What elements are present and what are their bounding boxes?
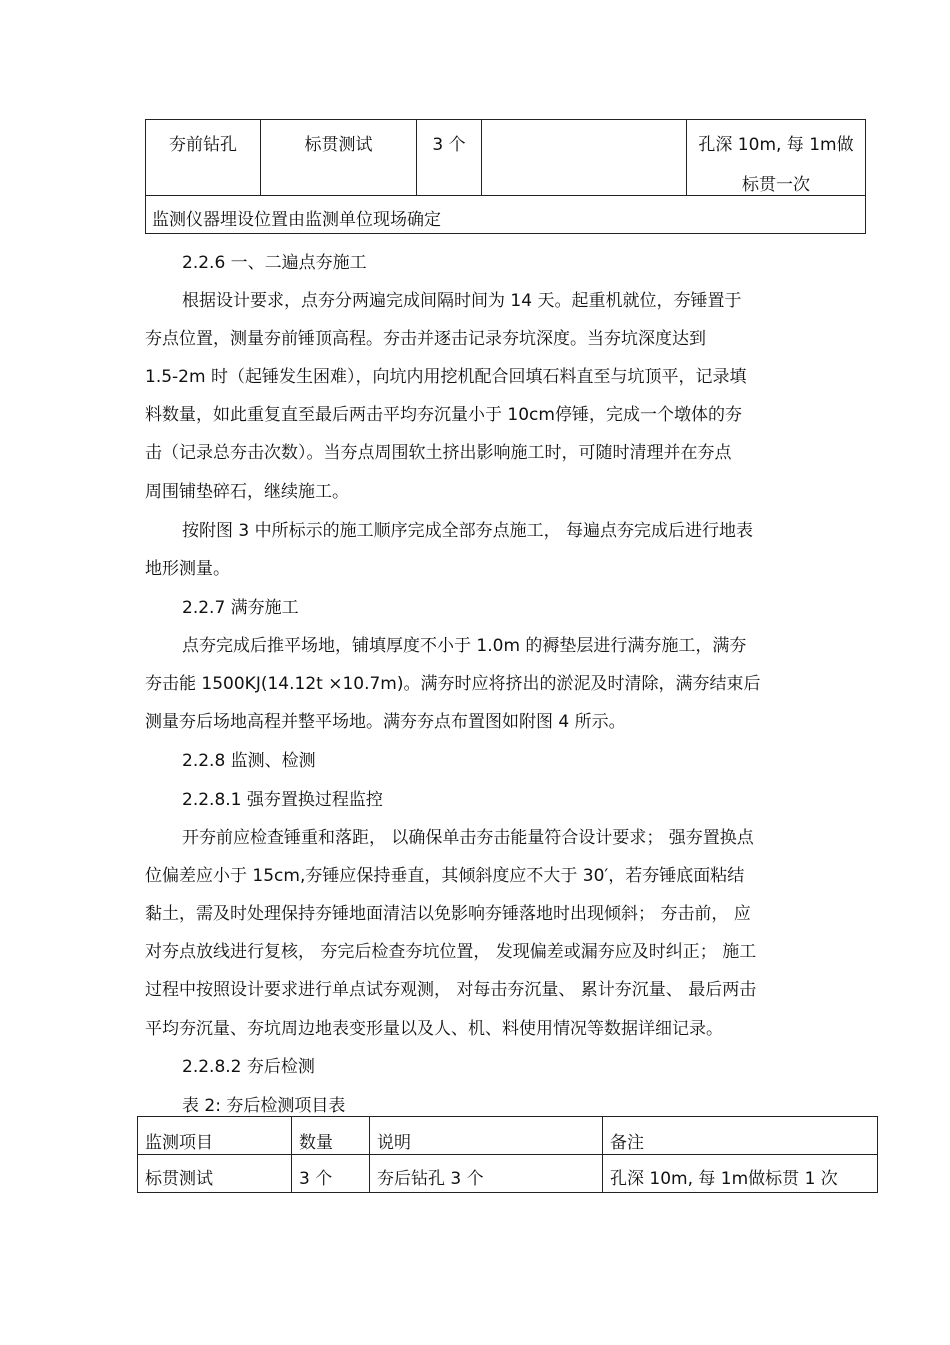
table-cell	[687, 120, 866, 196]
paragraph-line: 根据设计要求，点夯分两遍完成间隔时间为 14 天。起重机就位，夯锤置于	[182, 291, 742, 311]
paragraph-line: 周围铺垫碎石，继续施工。	[145, 482, 349, 502]
table-cell	[482, 120, 687, 196]
cell-text: 监测项目	[145, 1133, 213, 1153]
table-cell	[417, 120, 482, 196]
section-heading-2-2-8: 2.2.8 监测、检测	[182, 751, 316, 771]
table-caption: 表 2: 夯后检测项目表	[182, 1096, 346, 1116]
table-1	[145, 119, 866, 234]
paragraph-line: 对夯点放线进行复核， 夯完后检查夯坑位置， 发现偏差或漏夯应及时纠正； 施工	[145, 942, 757, 962]
table-cell	[370, 1155, 603, 1193]
section-heading-2-2-6: 2.2.6 一、二遍点夯施工	[182, 253, 367, 273]
table-header-cell	[292, 1117, 370, 1155]
paragraph-line: 开夯前应检查锤重和落距， 以确保单击夯击能量符合设计要求； 强夯置换点	[182, 828, 754, 848]
section-heading-2-2-7: 2.2.7 满夯施工	[182, 598, 299, 618]
table-2	[137, 1116, 878, 1193]
table-cell	[146, 120, 261, 196]
cell-text: 孔深 10m, 每 1m做标贯 1 次	[610, 1169, 838, 1189]
section-heading-2-2-8-2: 2.2.8.2 夯后检测	[182, 1057, 315, 1077]
cell-text: 夯前钻孔	[169, 135, 237, 155]
paragraph-line: 地形测量。	[145, 559, 230, 579]
section-heading-2-2-8-1: 2.2.8.1 强夯置换过程监控	[182, 790, 383, 810]
cell-text: 标贯测试	[145, 1169, 213, 1189]
cell-text: 孔深 10m, 每 1m做	[698, 135, 854, 155]
paragraph-line: 测量夯后场地高程并整平场地。满夯夯点布置图如附图 4 所示。	[145, 712, 626, 732]
cell-text: 标贯测试	[304, 135, 373, 155]
paragraph-line: 1.5-2m 时（起锤发生困难），向坑内用挖机配合回填石料直至与坑顶平，记录填	[145, 367, 747, 387]
table-cell	[138, 1155, 292, 1193]
table-note: 监测仪器埋设位置由监测单位现场确定	[152, 210, 441, 230]
table-cell	[146, 196, 866, 234]
table-cell	[292, 1155, 370, 1193]
table-header-cell	[603, 1117, 878, 1155]
paragraph-line: 过程中按照设计要求进行单点试夯观测， 对每击夯沉量、 累计夯沉量、 最后两击	[145, 980, 757, 1000]
table-header-cell	[138, 1117, 292, 1155]
table-header-cell	[370, 1117, 603, 1155]
paragraph-line: 夯点位置，测量夯前锤顶高程。夯击并逐击记录夯坑深度。当夯坑深度达到	[145, 329, 706, 349]
table-row	[138, 1155, 878, 1193]
paragraph-line: 位偏差应小于 15cm,夯锤应保持垂直，其倾斜度应不大于 30′，若夯锤底面粘结	[145, 866, 745, 886]
cell-text: 3 个	[432, 135, 466, 155]
cell-text: 数量	[299, 1133, 333, 1153]
table-row	[146, 120, 866, 196]
paragraph-line: 击（记录总夯击次数）。当夯点周围软土挤出影响施工时，可随时清理并在夯点	[145, 443, 732, 463]
table-cell	[603, 1155, 878, 1193]
cell-text: 夯后钻孔 3 个	[377, 1169, 484, 1189]
paragraph-line: 料数量，如此重复直至最后两击平均夯沉量小于 10cm停锤，完成一个墩体的夯	[145, 405, 742, 425]
paragraph-line: 按附图 3 中所标示的施工顺序完成全部夯点施工， 每遍点夯完成后进行地表	[182, 521, 754, 541]
paragraph-line: 点夯完成后推平场地，铺填厚度不小于 1.0m 的褥垫层进行满夯施工，满夯	[182, 636, 747, 656]
table-row	[146, 196, 866, 234]
cell-text: 标贯一次	[742, 175, 810, 195]
table-header-row	[138, 1117, 878, 1155]
paragraph-line: 平均夯沉量、夯坑周边地表变形量以及人、机、料使用情况等数据详细记录。	[145, 1019, 723, 1039]
cell-text: 备注	[610, 1133, 644, 1153]
paragraph-line: 夯击能 1500KJ(14.12t ×10.7m)。满夯时应将挤出的淤泥及时清除，满夯结束后	[145, 674, 761, 694]
paragraph-line: 黏土，需及时处理保持夯锤地面清洁以免影响夯锤落地时出现倾斜； 夯击前， 应	[145, 904, 751, 924]
table-cell	[261, 120, 417, 196]
cell-text: 说明	[377, 1133, 411, 1153]
cell-text: 3 个	[299, 1169, 333, 1189]
